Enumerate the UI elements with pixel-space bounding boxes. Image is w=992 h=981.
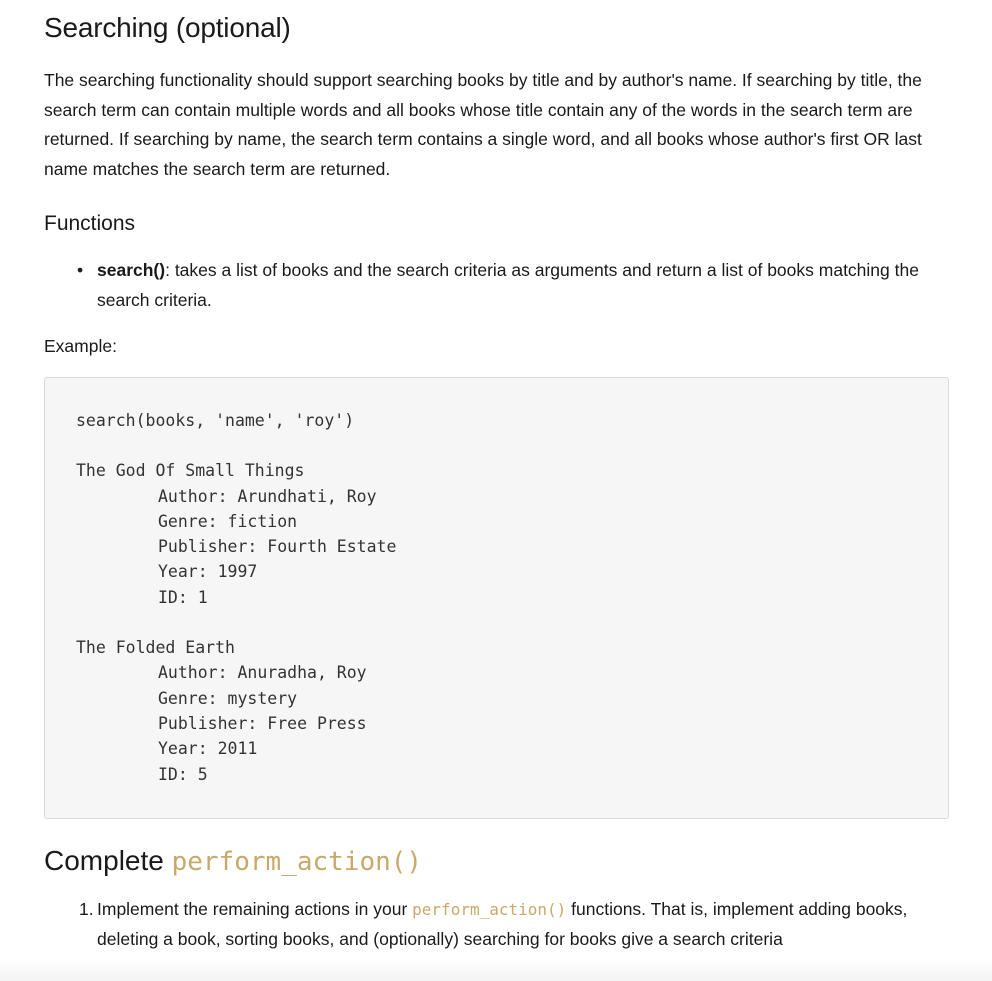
complete-heading-code: perform_action() [171, 847, 423, 877]
result-id: ID: 5 [158, 764, 208, 784]
result-title: The Folded Earth [76, 638, 235, 658]
bullet-icon: • [77, 260, 84, 280]
complete-heading [44, 843, 952, 880]
function-description: : takes a list of books and the search criteria as arguments and return a list of books matching the search criteria. [97, 260, 919, 310]
functions-heading: Functions [44, 212, 136, 235]
step-number: 1. [79, 899, 94, 919]
result-author: Author: Anuradha, Roy [158, 663, 367, 683]
step-inline-code: perform_action() [412, 900, 567, 919]
result-genre: Genre: fiction [158, 511, 298, 531]
result-id: ID: 1 [158, 587, 208, 607]
result-genre: Genre: mystery [158, 688, 298, 708]
complete-heading-text: Complete [44, 845, 172, 876]
function-name: search() [97, 260, 166, 280]
functions-list [44, 256, 952, 315]
bottom-fade [0, 959, 992, 981]
result-title: The God Of Small Things [76, 461, 305, 481]
section-heading: Searching (optional) [44, 12, 291, 43]
result-author: Author: Arundhati, Roy [158, 486, 377, 506]
example-label: Example: [44, 336, 117, 356]
result-publisher: Publisher: Free Press [158, 713, 367, 733]
result-publisher: Publisher: Fourth Estate [158, 537, 397, 557]
result-year: Year: 1997 [158, 562, 258, 582]
step-text-prefix: Implement the remaining actions in your [97, 899, 413, 919]
result-year: Year: 2011 [158, 739, 258, 759]
document-page [44, 0, 952, 954]
list-item [79, 895, 947, 954]
steps-list [44, 895, 952, 954]
code-call: search(books, 'name', 'roy') [76, 411, 355, 430]
list-item [77, 256, 947, 315]
step-text-suffix: functions. That is, implement adding books, deleting a book, sorting books, and (optionally) searching for books give a search criteria [97, 899, 908, 949]
code-block [44, 377, 949, 819]
section-description: The searching functionality should support searching books by title and by author's name. If searching by title, the search term can contain multiple words and all books whose title contain any of the words in the search term are returned. If searching by name, the search term contains a single word, and all books whose author's first OR last name matches the search term are returned. [44, 70, 922, 179]
